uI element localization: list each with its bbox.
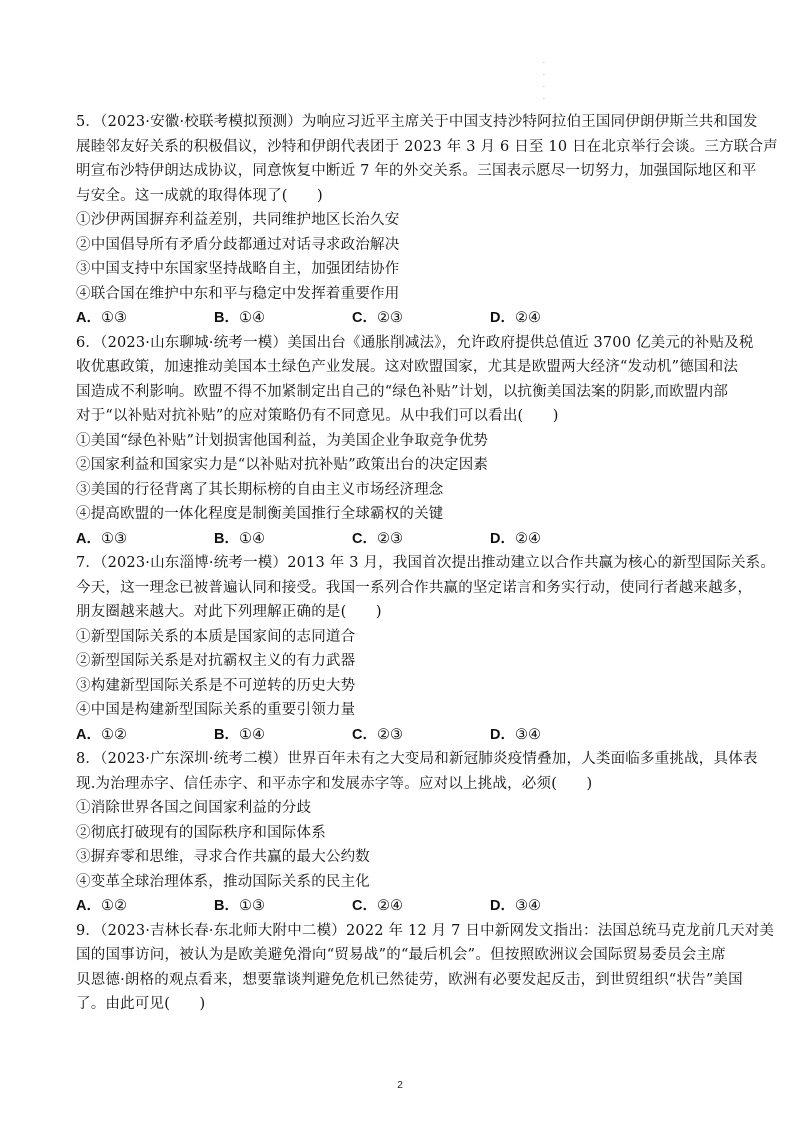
question-stem-line: 与安全。这一成就的取得体现了( ) <box>76 187 323 204</box>
choice-text: ①③ <box>238 898 265 914</box>
question-stem-line: 国的国事访问，被认为是欧美避免滑向“贸易战”的“最后机会”。但按照欧洲议会国际贸易委员会主席 <box>76 947 726 963</box>
question-stem-line: 明宣布沙特伊朗达成协议，同意恢复中断近 7 年的外交关系。三国表示愿尽一切努力，加强国际地区和平 <box>76 163 757 179</box>
choice-text: ②③ <box>376 530 403 547</box>
statement-option: ②中国倡导所有矛盾分歧都通过对话寻求政治解决 <box>76 236 400 253</box>
answer-choice <box>76 723 214 748</box>
answer-choice <box>490 527 628 552</box>
answer-choice <box>352 723 490 748</box>
answer-choice <box>76 527 214 552</box>
statement-option: ④中国是构建新型国际关系的重要引领力量 <box>76 702 356 718</box>
question-stem-line: 7．（2023·山东淄博·统考一模）2013 年 3 月，我国首次提出推动建立以合作共赢为核心的新型国际关系。 <box>76 555 776 571</box>
statement-option: ③美国的行径背离了其长期标榜的自由主义市场经济理念 <box>76 481 444 498</box>
statement-option: ①沙伊两国摒弃利益差别，共同维护地区长治久安 <box>76 212 400 228</box>
statement-option: ④变革全球治理体系，推动国际关系的民主化 <box>76 873 370 890</box>
choice-text: ①③ <box>100 310 127 326</box>
answer-choice <box>214 306 352 331</box>
choice-letter: B． <box>214 898 239 914</box>
statement-option: ①美国“绿色补贴”计划损害他国利益，为美国企业争取竞争优势 <box>76 432 489 449</box>
answer-choice <box>490 894 628 919</box>
choice-letter: A． <box>76 310 101 326</box>
choice-letter: D． <box>490 310 515 326</box>
question-7 <box>76 551 776 747</box>
answer-choice <box>214 527 352 552</box>
choice-letter: D． <box>490 898 515 914</box>
choice-text: ①④ <box>238 310 265 326</box>
statement-option: ③构建新型国际关系是不可逆转的历史大势 <box>76 677 356 694</box>
statement-option: ②国家利益和国家实力是“以补贴对抗补贴”政策出台的决定因素 <box>76 457 489 473</box>
statement-option: ②彻底打破现有的国际秩序和国际体系 <box>76 824 326 841</box>
question-stem-line: 贝恩德·朗格的观点看来，想要靠谈判避免危机已然徒劳，欧洲有必要发起反击，到世贸组织“状告”美国 <box>76 971 743 988</box>
statement-option: ③中国支持中东国家坚持战略自主，加强团结协作 <box>76 261 400 277</box>
question-9 <box>76 919 775 1017</box>
answer-choice <box>352 306 490 331</box>
question-stem-line: 今天，这一理念已被普遍认同和接受。我国一系列合作共赢的坚定诺言和务实行动，使同行者越来越多， <box>76 579 753 596</box>
choice-letter: C． <box>352 310 377 326</box>
choice-text: ③④ <box>514 726 541 743</box>
statement-option: ④联合国在维护中东和平与稳定中发挥着重要作用 <box>76 285 400 302</box>
choice-letter: C． <box>352 726 377 743</box>
question-stem-line: 6．（2023·山东聊城·统考一模）美国出台《通胀削减法》，允许政府提供总值近 3700 亿美元的补贴及税 <box>76 334 754 351</box>
question-stem-line: 8．（2023·广东深圳·统考二模）世界百年未有之大变局和新冠肺炎疫情叠加，人类面临多重挑战，具体表 <box>76 751 758 767</box>
choice-text: ②④ <box>514 310 541 326</box>
question-list <box>76 110 778 1017</box>
decorative-dots: · · · · <box>543 60 545 103</box>
choice-text: ①④ <box>238 530 265 547</box>
choice-letter: B． <box>214 310 239 326</box>
statement-option: ④提高欧盟的一体化程度是制衡美国推行全球霸权的关键 <box>76 506 444 522</box>
question-stem-line: 了。由此可见( ) <box>76 996 206 1012</box>
question-stem-line: 展睦邻友好关系的积极倡议，沙特和伊朗代表团于 2023 年 3 月 6 日至 10 日在北京举行会谈。三方联合声 <box>76 138 778 155</box>
answer-choice <box>352 894 490 919</box>
answer-choice <box>490 723 628 748</box>
answer-choice <box>214 894 352 919</box>
statement-option: ①消除世界各国之间国家利益的分歧 <box>76 800 312 816</box>
page-number: 2 <box>397 1080 403 1091</box>
question-stem-line: 5．（2023·安徽·校联考模拟预测）为响应习近平主席关于中国支持沙特阿拉伯王国同伊朗伊斯兰共和国发 <box>76 114 758 130</box>
choice-text: ①② <box>100 898 127 914</box>
choice-letter: D． <box>490 530 515 547</box>
choice-letter: C． <box>352 530 377 547</box>
answer-choices <box>76 723 726 748</box>
choice-letter: C． <box>352 898 377 914</box>
answer-choice <box>352 527 490 552</box>
question-stem-line: 现.为治理赤字、信任赤字、和平赤字和发展赤字等。应对以上挑战，必须( ) <box>76 775 593 792</box>
choice-letter: B． <box>214 726 239 743</box>
choice-letter: B． <box>214 530 239 547</box>
choice-text: ②③ <box>376 310 403 326</box>
question-stem-line: 9．（2023·吉林长春·东北师大附中二模）2022 年 12 月 7 日中新网发文指出：法国总统马克龙前几天对美 <box>76 922 775 939</box>
answer-choices <box>76 527 726 552</box>
statement-option: ①新型国际关系的本质是国家间的志同道合 <box>76 628 356 645</box>
choice-text: ③④ <box>514 898 541 914</box>
choice-text: ①④ <box>238 726 265 743</box>
choice-text: ②④ <box>514 530 541 547</box>
statement-option: ②新型国际关系是对抗霸权主义的有力武器 <box>76 653 356 669</box>
question-6 <box>76 331 754 552</box>
choice-letter: A． <box>76 726 101 743</box>
choice-text: ②④ <box>376 898 403 914</box>
choice-text: ①② <box>100 726 127 743</box>
question-stem-line: 对于“以补贴对抗补贴”的应对策略仍有不同意见。从中我们可以看出( ) <box>76 408 559 424</box>
question-stem-line: 收优惠政策，加速推动美国本土绿色产业发展。这对欧盟国家，尤其是欧盟两大经济“发动机”德国和法 <box>76 359 739 375</box>
question-5 <box>76 110 778 331</box>
statement-option: ③摒弃零和思维，寻求合作共赢的最大公约数 <box>76 849 370 865</box>
answer-choice <box>490 306 628 331</box>
answer-choice <box>76 306 214 331</box>
question-stem-line: 国造成不利影响。欧盟不得不加紧制定出自己的“绿色补贴”计划，以抗衡美国法案的阴影,而欧盟内部 <box>76 383 729 400</box>
answer-choice <box>76 894 214 919</box>
answer-choices <box>76 894 726 919</box>
choice-letter: A． <box>76 898 101 914</box>
choice-letter: D． <box>490 726 515 743</box>
choice-text: ①③ <box>100 530 127 547</box>
question-8 <box>76 747 758 919</box>
answer-choices <box>76 306 726 331</box>
question-stem-line: 朋友圈越来越大。对此下列理解正确的是( ) <box>76 604 382 620</box>
answer-choice <box>214 723 352 748</box>
choice-letter: A． <box>76 530 101 547</box>
choice-text: ②③ <box>376 726 403 743</box>
